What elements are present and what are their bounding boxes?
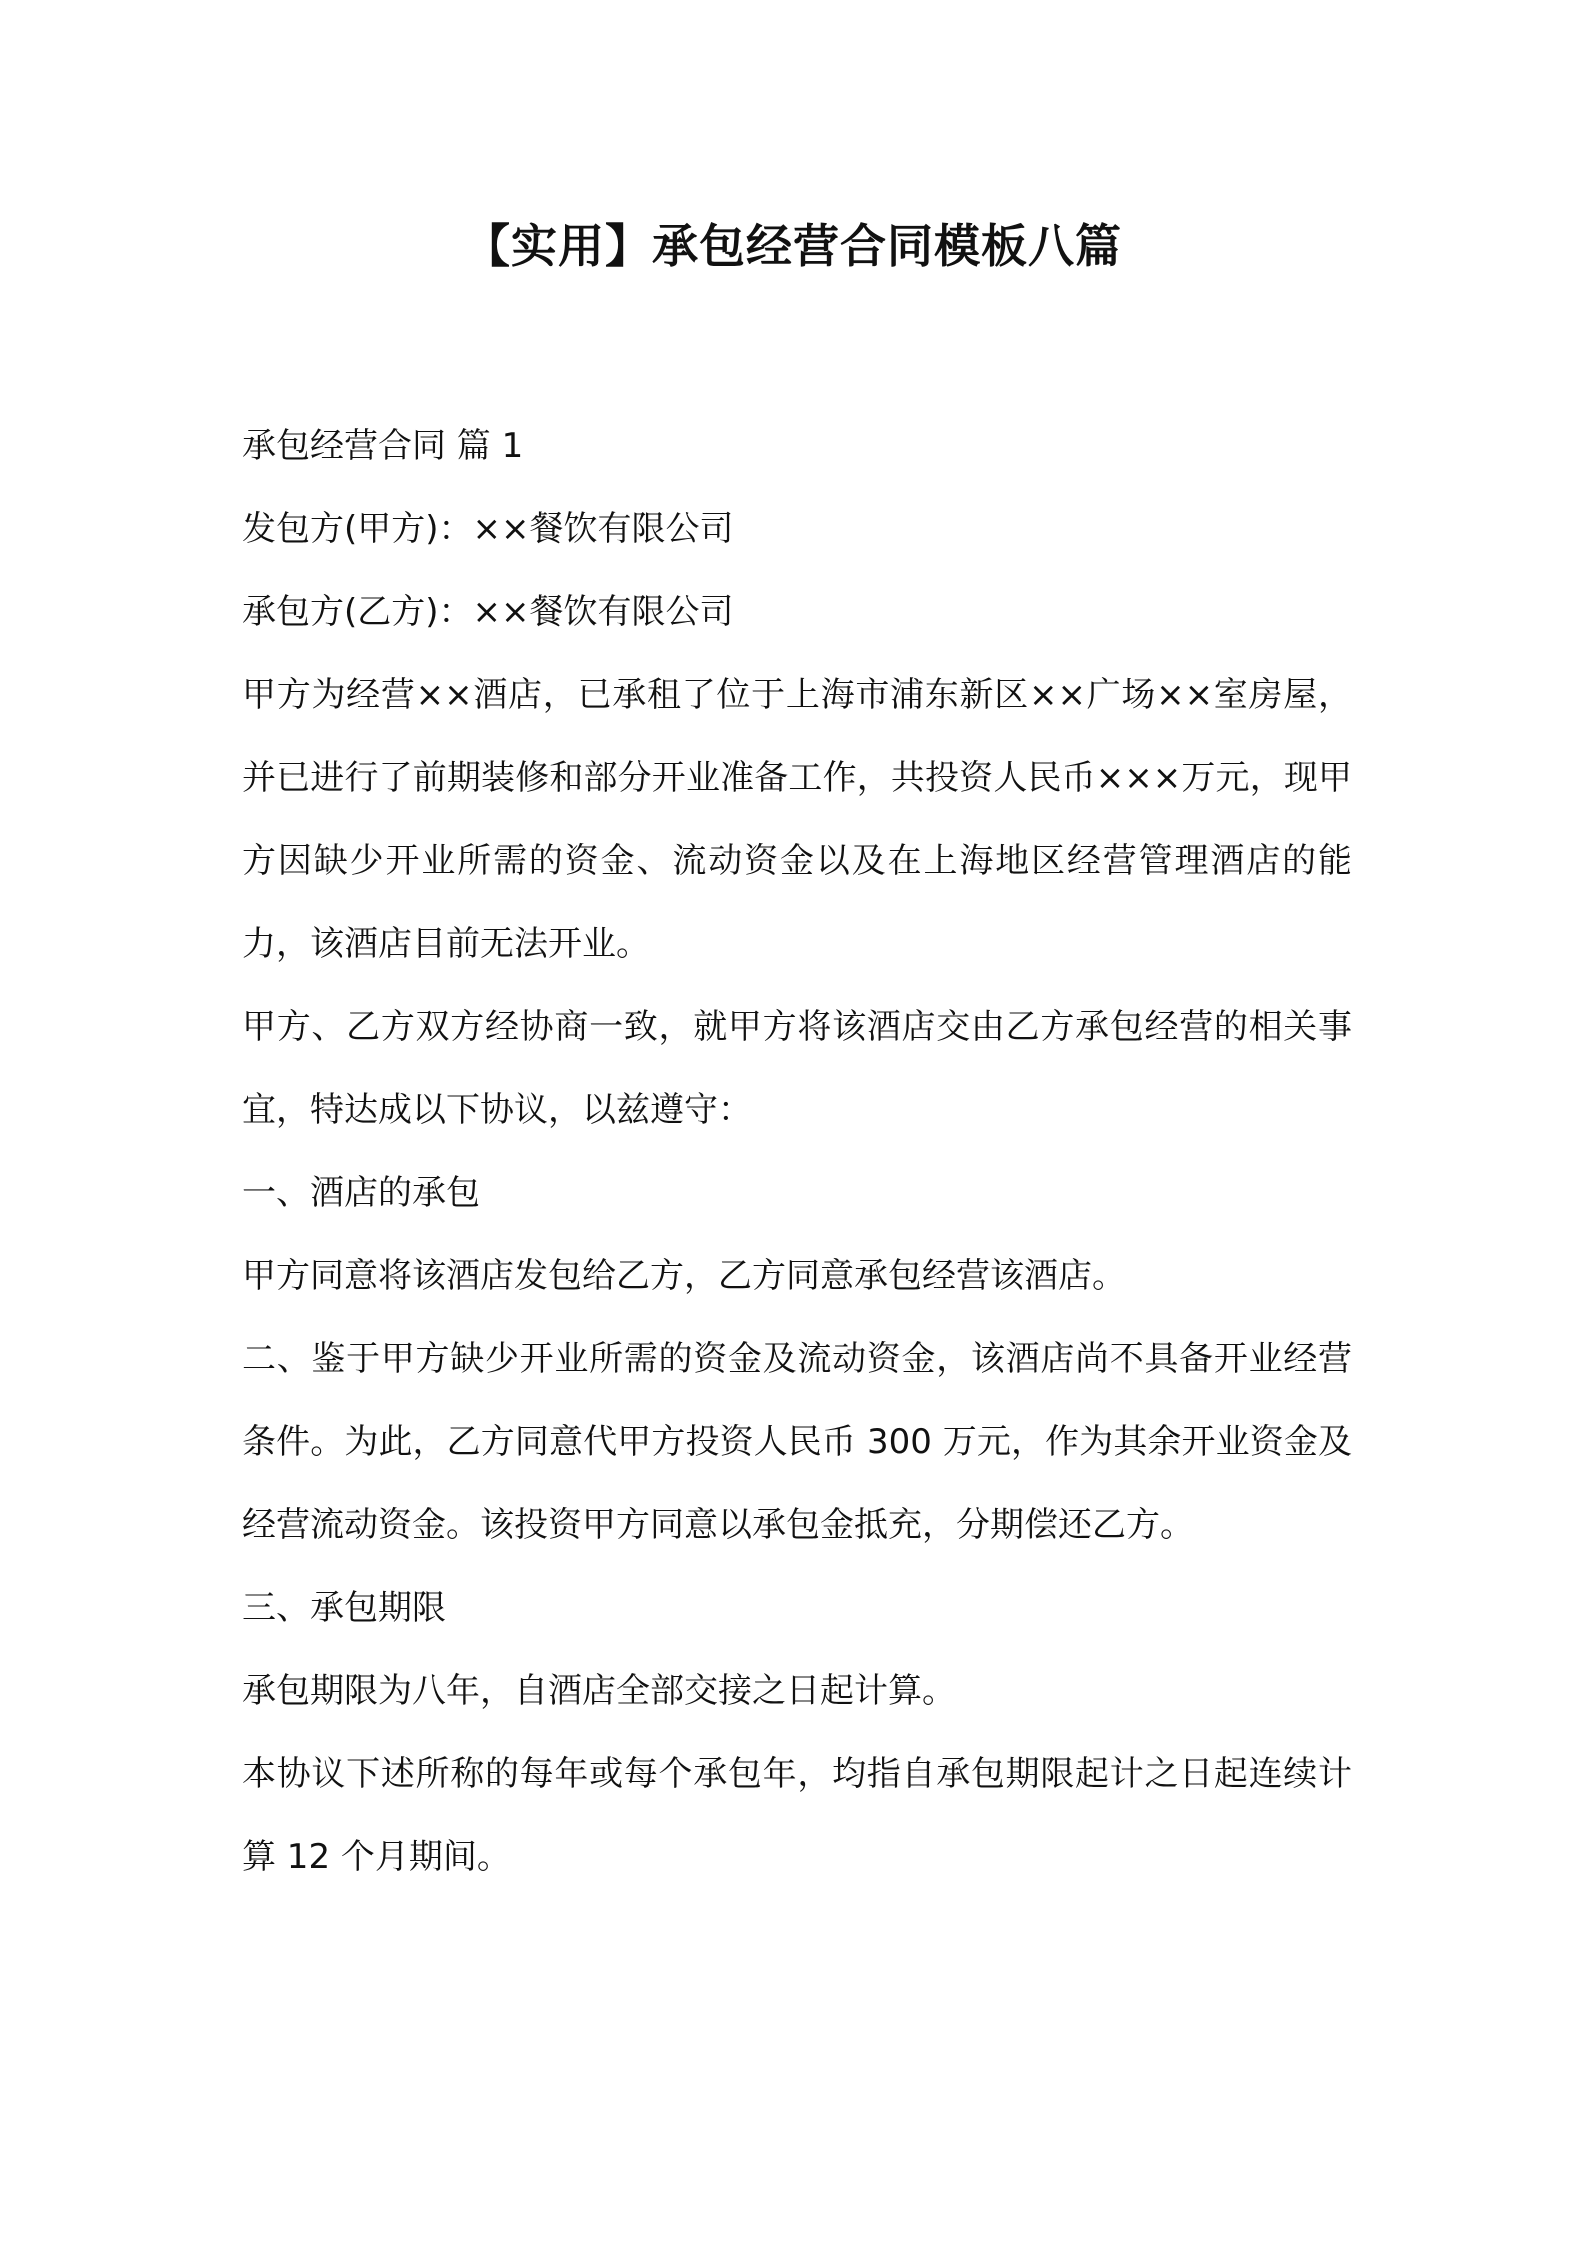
section-text-2: 二、鉴于甲方缺少开业所需的资金及流动资金，该酒店尚不具备开业经营条件。为此，乙方同意代甲方投资人民币 300 万元，作为其余开业资金及经营流动资金。该投资甲方同意以承包金抵充，分期偿还乙方。 bbox=[242, 1339, 1352, 1545]
contract-heading: 承包经营合同 篇 1 bbox=[242, 426, 524, 466]
section-text-3: 承包期限为八年，自酒店全部交接之日起计算。 bbox=[242, 1671, 956, 1711]
background-paragraph: 甲方为经营××酒店，已承租了位于上海市浦东新区××广场××室房屋，并已进行了前期装修和部分开业准备工作，共投资人民币×××万元，现甲方因缺少开业所需的资金、流动资金以及在上海地区经营管理酒店的能力，该酒店目前无法开业。 bbox=[242, 675, 1352, 964]
document-title: 【实用】承包经营合同模板八篇 bbox=[464, 219, 1122, 273]
document-body bbox=[242, 405, 1352, 1899]
section-heading-1: 一、酒店的承包 bbox=[242, 1173, 480, 1213]
section-heading-3: 三、承包期限 bbox=[242, 1588, 446, 1628]
party-b-line: 承包方(乙方)：××餐饮有限公司 bbox=[242, 592, 734, 632]
section-text-1: 甲方同意将该酒店发包给乙方，乙方同意承包经营该酒店。 bbox=[242, 1256, 1126, 1296]
party-a-line: 发包方(甲方)：××餐饮有限公司 bbox=[242, 509, 734, 549]
definition-paragraph: 本协议下述所称的每年或每个承包年，均指自承包期限起计之日起连续计算 12 个月期间。 bbox=[242, 1754, 1352, 1877]
agreement-paragraph: 甲方、乙方双方经协商一致，就甲方将该酒店交由乙方承包经营的相关事宜，特达成以下协议，以兹遵守： bbox=[242, 1007, 1352, 1130]
